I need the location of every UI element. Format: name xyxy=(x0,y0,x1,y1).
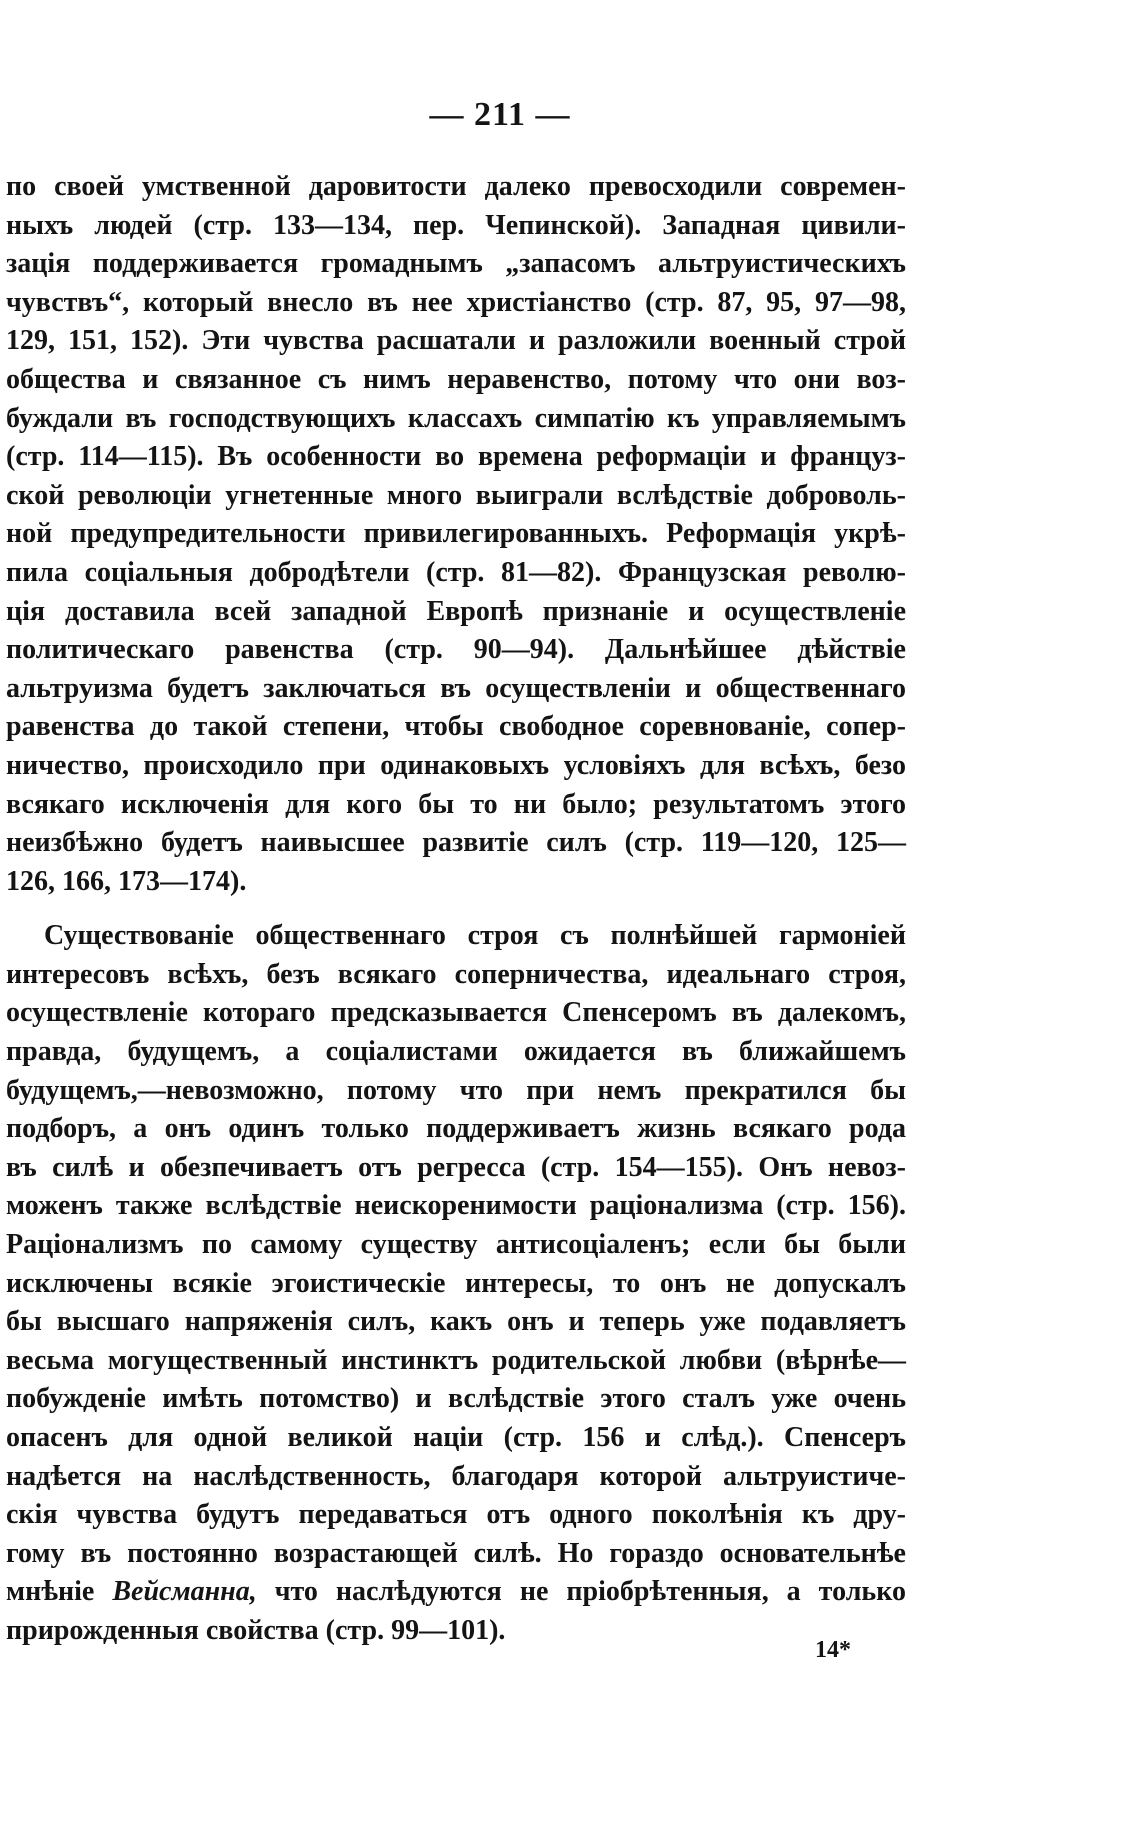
paragraph-gap xyxy=(6,901,906,917)
text-line: ной предупредительности привилегированныхъ. Реформація укрѣ- xyxy=(6,518,906,550)
text-line: 126, 166, 173—174). xyxy=(6,865,247,897)
text-line: прирожденныя свойства (стр. 99—101). xyxy=(6,1614,506,1646)
text-line: правда, будущемъ, а соціалистами ожидается въ ближайшемъ xyxy=(6,1036,906,1068)
text-line: по своей умственной даровитости далеко превосходили современ- xyxy=(6,171,906,202)
text-line: неизбѣжно будетъ наивысшее развитіе силъ (стр. 119—120, 125— xyxy=(6,827,906,859)
text-line: будущемъ,—невозможно, потому что при немъ прекратился бы xyxy=(6,1074,906,1106)
author-name-italic: Вейсманна, xyxy=(112,1576,257,1608)
body-text xyxy=(6,168,906,1651)
text-line: пила соціальныя добродѣтели (стр. 81—82). Французская револю- xyxy=(6,556,906,588)
text-line: ничество, происходило при одинаковыхъ условіяхъ для всѣхъ, безо xyxy=(6,749,906,781)
text-line: ской революціи угнетенные много выиграли вслѣдствіе доброволь- xyxy=(6,479,906,511)
text-line: скія чувства будутъ передаваться отъ одного поколѣнія къ дру- xyxy=(6,1499,906,1531)
text-line: альтруизма будетъ заключаться въ осуществленіи и общественнаго xyxy=(6,672,906,704)
text-line: бы высшаго напряженія силъ, какъ онъ и теперь уже подавляетъ xyxy=(6,1306,906,1338)
text-line: 129, 151, 152). Эти чувства расшатали и разложили военный строй xyxy=(6,325,906,357)
text-line: въ силѣ и обезпечиваетъ отъ регресса (стр. 154—155). Онъ невоз- xyxy=(6,1151,906,1183)
text-line: буждали въ господствующихъ классахъ симпатію къ управляемымъ xyxy=(6,402,906,434)
text-line: моженъ также вслѣдствіе неискоренимости раціонализма (стр. 156). xyxy=(6,1190,906,1222)
text-line: Существованіе общественнаго строя съ полнѣйшей гармоніей xyxy=(44,920,906,952)
text-line: весьма могущественный инстинктъ родительской любви (вѣрнѣе— xyxy=(6,1344,906,1376)
text-line: (стр. 114—115). Въ особенности во времена реформаціи и француз- xyxy=(6,441,906,473)
text-line: осуществленіе котораго предсказывается Спенсеромъ въ далекомъ, xyxy=(6,997,906,1029)
text-line: чувствъ“, который внесло въ нее христіанство (стр. 87, 95, 97—98, xyxy=(6,286,906,318)
text-line: интересовъ всѣхъ, безъ всякаго соперничества, идеальнаго строя, xyxy=(6,958,906,990)
text-line: ныхъ людей (стр. 133—134, пер. Чепинской). Западная цивили- xyxy=(6,209,906,241)
paragraph-2 xyxy=(6,917,906,1650)
text-line: опасенъ для одной великой націи (стр. 156 и слѣд.). Спенсеръ xyxy=(6,1422,906,1453)
text-line: ція доставила всей западной Европѣ признаніе и осуществленіе xyxy=(6,595,906,627)
paragraph-1 xyxy=(6,168,906,901)
text-fragment: мнѣніе xyxy=(6,1576,113,1608)
page-number: — 211 — xyxy=(429,96,571,133)
text-line: равенства до такой степени, чтобы свободное соревнованіе, сопер- xyxy=(6,711,906,743)
text-line: исключены всякіе эгоистическіе интересы, то онъ не допускалъ xyxy=(6,1267,906,1299)
text-line: Раціонализмъ по самому существу антисоціаленъ; если бы были xyxy=(6,1229,906,1261)
text-line: подборъ, а онъ одинъ только поддерживаетъ жизнь всякаго рода xyxy=(6,1113,906,1145)
text-line: побужденіе имѣть потомство) и вслѣдствіе этого сталъ уже очень xyxy=(6,1383,906,1415)
signature-mark: 14* xyxy=(815,1637,851,1663)
text-fragment: что наслѣдуются не пріобрѣтенныя, а только xyxy=(256,1576,906,1608)
text-line: зація поддерживается громаднымъ „запасомъ альтруистическихъ xyxy=(6,248,906,280)
text-line-weismann xyxy=(6,1573,906,1612)
text-line: политическаго равенства (стр. 90—94). Дальнѣйшее дѣйствіе xyxy=(6,634,906,666)
text-line: всякаго исключенія для кого бы то ни было; результатомъ этого xyxy=(6,788,906,820)
text-line: гому въ постоянно возрастающей силѣ. Но гораздо основательнѣе xyxy=(6,1537,906,1569)
text-line: общества и связанное съ нимъ неравенство, потому что они воз- xyxy=(6,363,906,395)
text-line: надѣется на наслѣдственность, благодаря которой альтруистиче- xyxy=(6,1460,906,1492)
